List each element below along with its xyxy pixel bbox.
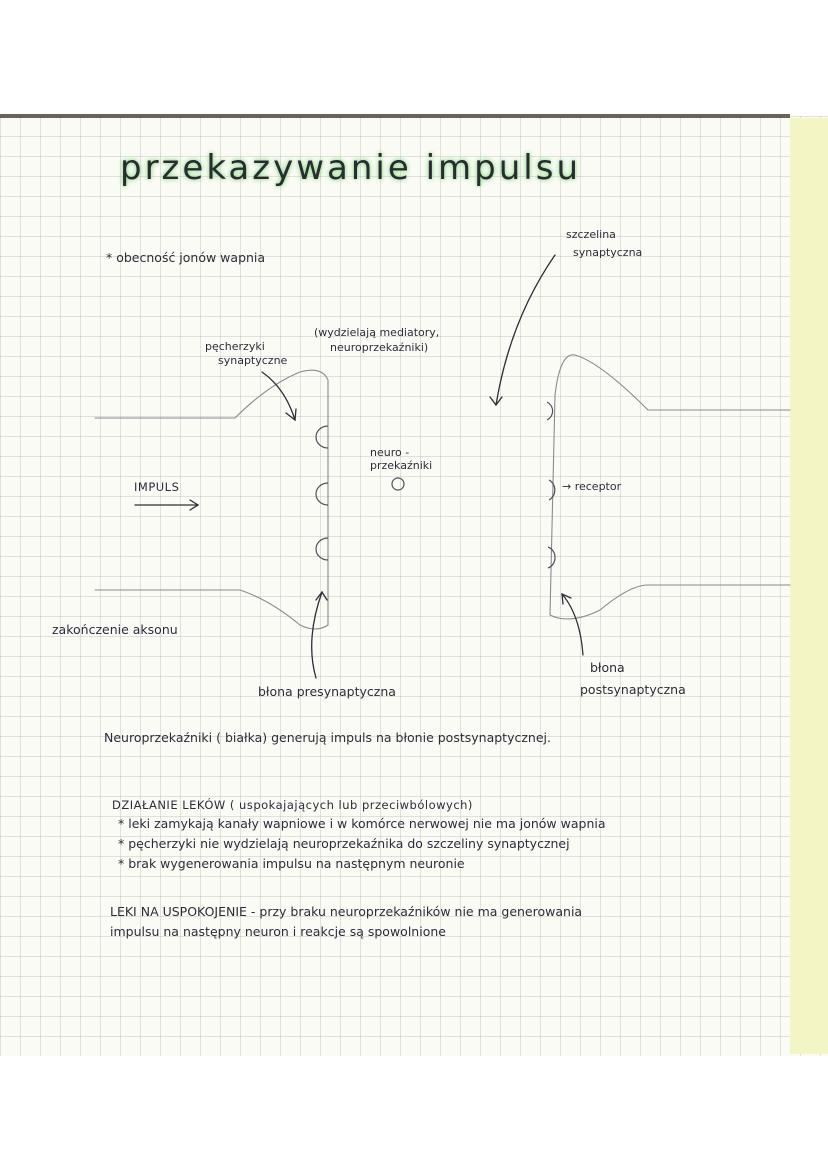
label-synaptic-cleft-2: synaptyczna — [573, 246, 643, 259]
postsynaptic-arrow — [562, 594, 583, 655]
label-mediators-2: neuroprzekaźniki) — [330, 341, 429, 354]
receptor-2 — [549, 480, 555, 500]
label-mediators-1: (wydzielają mediatory, — [314, 326, 440, 339]
vesicle-2 — [316, 483, 328, 505]
vesicle-1 — [316, 426, 328, 448]
drugs-item-1: * leki zamykają kanały wapniowe i w komórce nerwowej nie ma jonów wapnia — [118, 816, 606, 831]
label-postsynaptic-2: postsynaptyczna — [580, 682, 686, 697]
drugs-heading: DZIAŁANIE LEKÓW ( uspokajających lub przeciwbólowych) — [112, 798, 473, 812]
label-neurotransmitter-1: neuro - — [370, 446, 410, 459]
label-impulse: IMPULS — [134, 480, 180, 494]
postsynaptic-upper-edge — [555, 355, 790, 410]
vesicle-3 — [316, 538, 328, 560]
note-calcium-ions: * obecność jonów wapnia — [106, 250, 266, 265]
label-presynaptic-membrane: błona presynaptyczna — [258, 684, 396, 699]
vesicles-arrow — [262, 372, 295, 420]
neurotransmitter-circle — [392, 478, 404, 490]
postsynaptic-membrane — [550, 395, 555, 615]
presynaptic-arrow — [312, 592, 322, 678]
page-title: przekazywanie impulsu — [120, 148, 581, 188]
cleft-arrow — [496, 255, 555, 405]
receptor-1 — [547, 402, 553, 420]
drugs-item-3: * brak wygenerowania impulsu na następnym neuronie — [118, 856, 465, 871]
label-synaptic-cleft-1: szczelina — [566, 228, 616, 241]
label-postsynaptic-1: błona — [590, 660, 625, 675]
label-vesicles-1: pęcherzyki — [205, 340, 265, 353]
sedatives-line-1: LEKI NA USPOKOJENIE - przy braku neuroprzekaźników nie ma generowania — [110, 904, 583, 919]
drugs-item-2: * pęcherzyki nie wydzielają neuroprzekaźnika do szczeliny synaptycznej — [118, 836, 570, 851]
label-vesicles-2: synaptyczne — [218, 354, 288, 367]
label-receptor: → receptor — [562, 480, 622, 493]
label-axon-ending: zakończenie aksonu — [52, 622, 178, 637]
sedatives-line-2: impulsu na następny neuron i reakcje są spowolnione — [110, 924, 446, 939]
label-neurotransmitter-2: przekaźniki — [370, 459, 433, 472]
axon-upper-edge — [95, 370, 328, 418]
postsynaptic-lower-edge — [550, 585, 790, 619]
summary-text: Neuroprzekaźniki ( białka) generują impuls na błonie postsynaptycznej. — [104, 730, 551, 745]
